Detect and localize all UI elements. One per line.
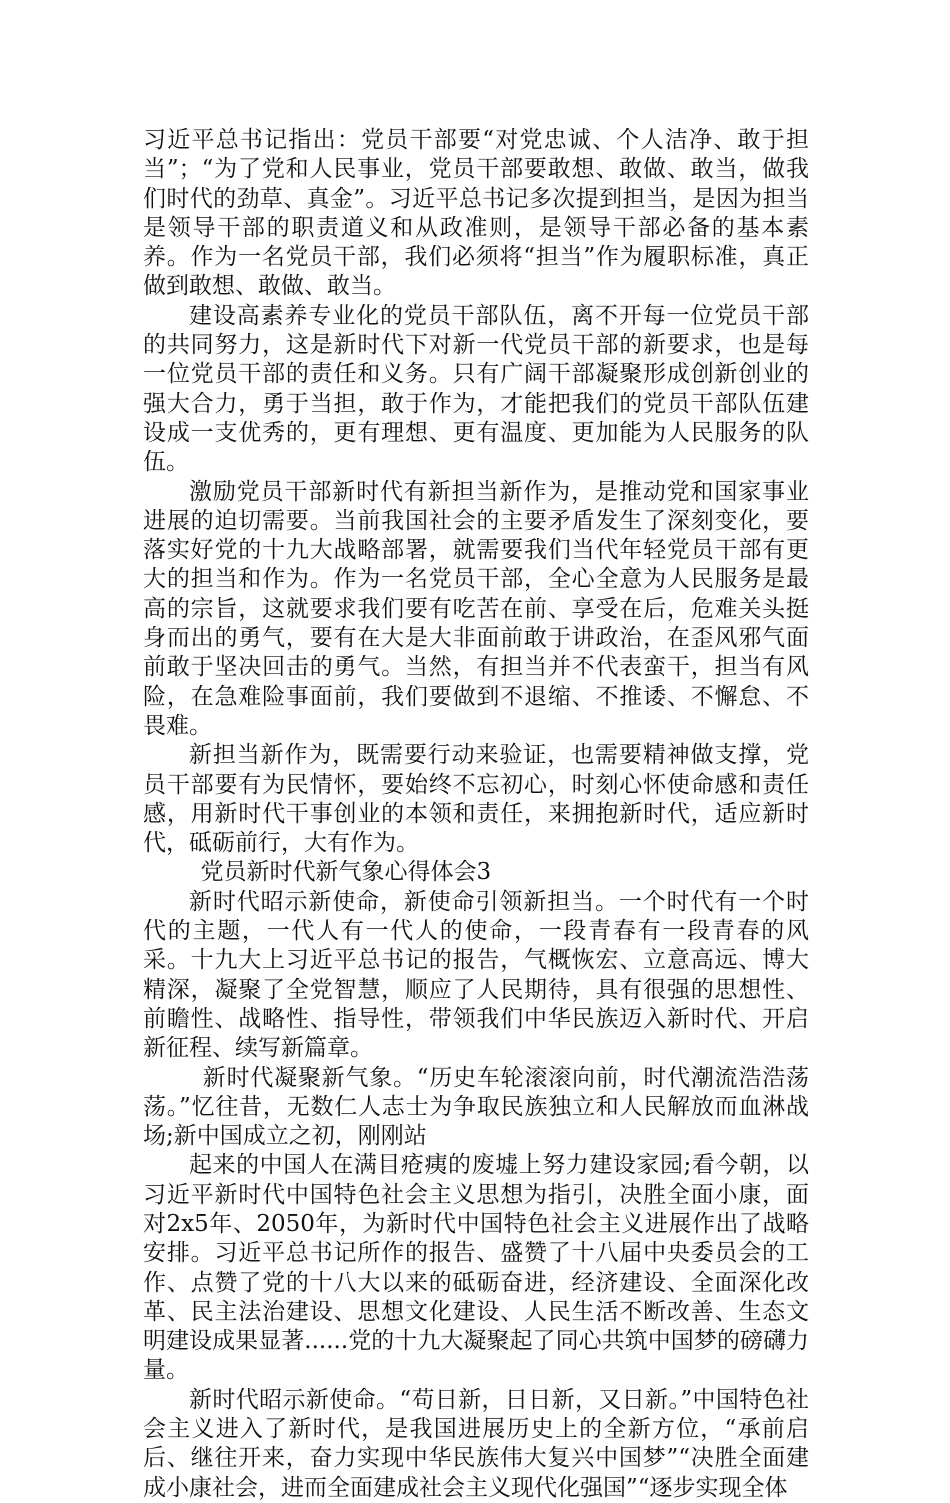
- paragraph-6: 新时代凝聚新气象。“历史车轮滚滚向前，时代潮流浩浩荡荡。”忆往昔，无数仁人志士为争取民族独立和人民解放而血淋战场;新中国成立之初，刚刚站: [143, 1064, 809, 1150]
- paragraph-4: 新担当新作为，既需要行动来验证，也需要精神做支撑，党员干部要有为民情怀，要始终不忘初心，时刻心怀使命感和责任感，用新时代干事创业的本领和责任，来拥抱新时代，适应新时代，砥砺前行，大有作为。: [143, 742, 809, 857]
- paragraph-1: 习近平总书记指出：党员干部要“对党忠诚、个人洁净、敢于担当”；“为了党和人民事业，党员干部要敢想、敢做、敢当，做我们时代的劲草、真金”。习近平总书记多次提到担当，是因为担当是领导干部的职责道义和从政准则，是领导干部必备的基本素养。作为一名党员干部，我们必须将“担当”作为履职标准，真正做到敢想、敢做、敢当。: [143, 127, 809, 300]
- paragraph-2: 建设高素养专业化的党员干部队伍，离不开每一位党员干部的共同努力，这是新时代下对新一代党员干部的新要求，也是每一位党员干部的责任和义务。只有广阔干部凝聚形成创新创业的强大合力，勇于当担，敢于作为，才能把我们的党员干部队伍建设成一支优秀的，更有理想、更有温度、更加能为人民服务的队伍。: [143, 302, 809, 476]
- paragraph-5: 新时代昭示新使命，新使命引领新担当。一个时代有一个时代的主题，一代人有一代人的使命，一段青春有一段青春的风采。十九大上习近平总书记的报告，气概恢宏、立意高远、博大精深，凝聚了全党智慧，顺应了人民期待，具有很强的思想性、前瞻性、战略性、指导性，带领我们中华民族迈入新时代、开启新征程、续写新篇章。: [143, 888, 809, 1062]
- paragraph-7: 起来的中国人在满目疮痍的废墟上努力建设家园;看今朝，以习近平新时代中国特色社会主义思想为指引，决胜全面小康，面对2x5年、2050年，为新时代中国特色社会主义进展作出了战略安排。习近平总书记所作的报告、盛赞了十八届中央委员会的工作、点赞了党的十八大以来的砥砺奋进，经济建设、全面深化改革、民主法治建设、思想文化建设、人民生活不断改善、生态文明建设成果显著......党的十九大凝聚起了同心共筑中国梦的磅礴力量。: [143, 1152, 809, 1384]
- paragraph-3: 激励党员干部新时代有新担当新作为，是推动党和国家事业进展的迫切需要。当前我国社会的主要矛盾发生了深刻变化，要落实好党的十九大战略部署，就需要我们当代年轻党员干部有更大的担当和作为。作为一名党员干部，全心全意为人民服务是最高的宗旨，这就要求我们要有吃苦在前、享受在后，危难关头挺身而出的勇气，要有在大是大非面前敢于讲政治，在歪风邪气面前敢于坚决回击的勇气。当然，有担当并不代表蛮干，担当有风险，在急难险事面前，我们要做到不退缩、不推诿、不懈怠、不畏难。: [143, 478, 809, 739]
- section-heading: 党员新时代新气象心得体会3: [200, 859, 492, 886]
- document-body: [143, 126, 809, 1503]
- paragraph-8: 新时代昭示新使命。“苟日新，日日新，又日新。”中国特色社会主义进入了新时代，是我国进展历史上的全新方位，“承前启后、继往开来，奋力实现中华民族伟大复兴中国梦”“决胜全面建成小康社会，进而全面建成社会主义现代化强国”“逐步实现全体: [143, 1386, 809, 1501]
